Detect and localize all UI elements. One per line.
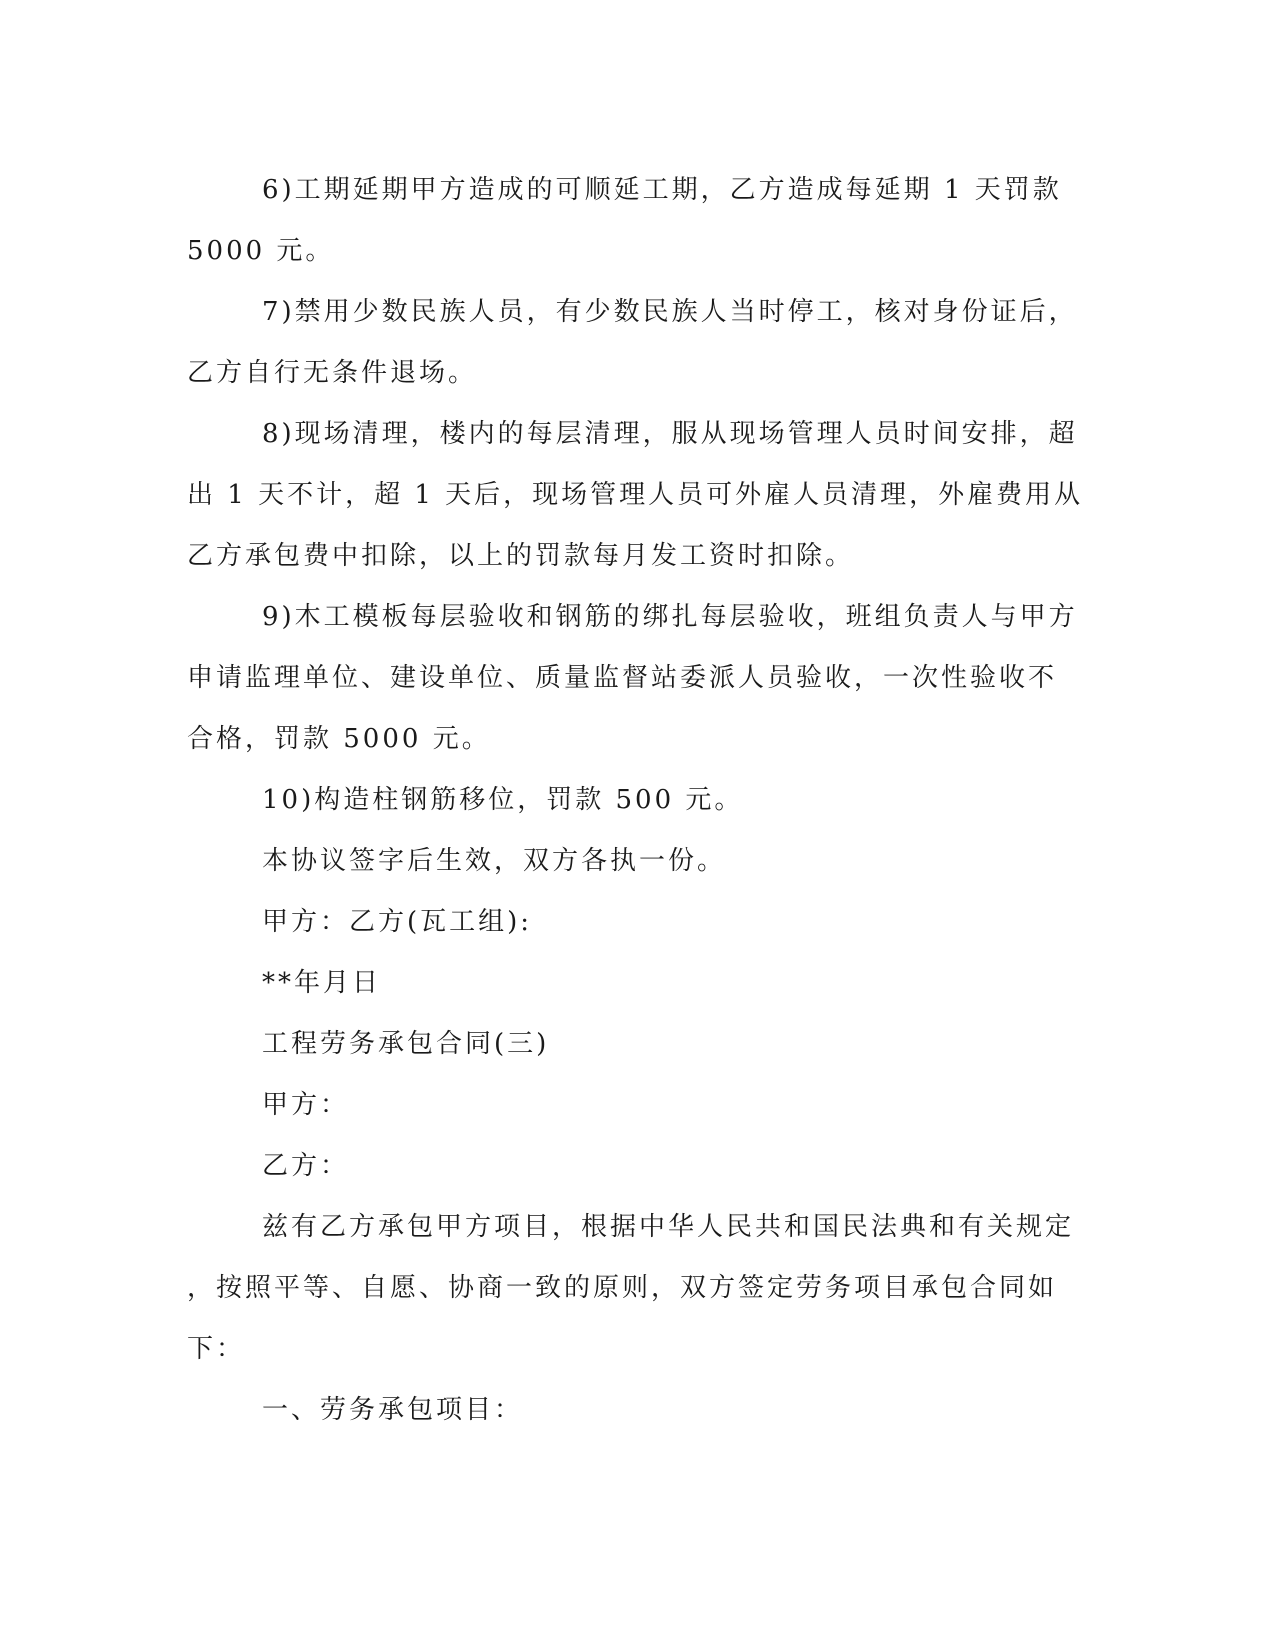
clause-heading: 一、劳务承包项目： [262,1395,524,1425]
document-body [187,160,1082,1441]
party-a-line: 甲方： [262,1090,350,1120]
text-line: 7)禁用少数民族人员，有少数民族人当时停工，核对身份证后， [262,297,1078,327]
text-line: 兹有乙方承包甲方项目，根据中华人民共和国民法典和有关规定 [262,1212,1075,1242]
text-line: ，按照平等、自愿、协商一致的原则，双方签定劳务项目承包合同如 [187,1273,1058,1303]
text-line: 下： [187,1334,246,1364]
text-line: 6)工期延期甲方造成的可顺延工期，乙方造成每延期 1 天罚款 [262,175,1062,205]
text-line: 出 1 天不计，超 1 天后，现场管理人员可外雇人员清理，外雇费用从 [187,480,1084,510]
text-line: 8)现场清理，楼内的每层清理，服从现场管理人员时间安排，超 [262,419,1078,449]
section-title: 工程劳务承包合同(三) [262,1029,550,1059]
text-line: 本协议签字后生效，双方各执一份。 [262,846,727,876]
text-line: 5000 元。 [187,236,335,266]
text-line: 申请监理单位、建设单位、质量监督站委派人员验收，一次性验收不 [187,663,1058,693]
party-b-line: 乙方： [262,1151,350,1181]
text-line: 乙方承包费中扣除，以上的罚款每月发工资时扣除。 [187,541,855,571]
signature-line: 甲方：乙方(瓦工组): [262,907,533,937]
date-line: **年月日 [262,968,382,998]
text-line: 乙方自行无条件退场。 [187,358,478,388]
text-line: 9)木工模板每层验收和钢筋的绑扎每层验收，班组负责人与甲方 [262,602,1078,632]
text-line: 合格，罚款 5000 元。 [187,724,491,754]
text-line: 10)构造柱钢筋移位，罚款 500 元。 [262,785,744,815]
